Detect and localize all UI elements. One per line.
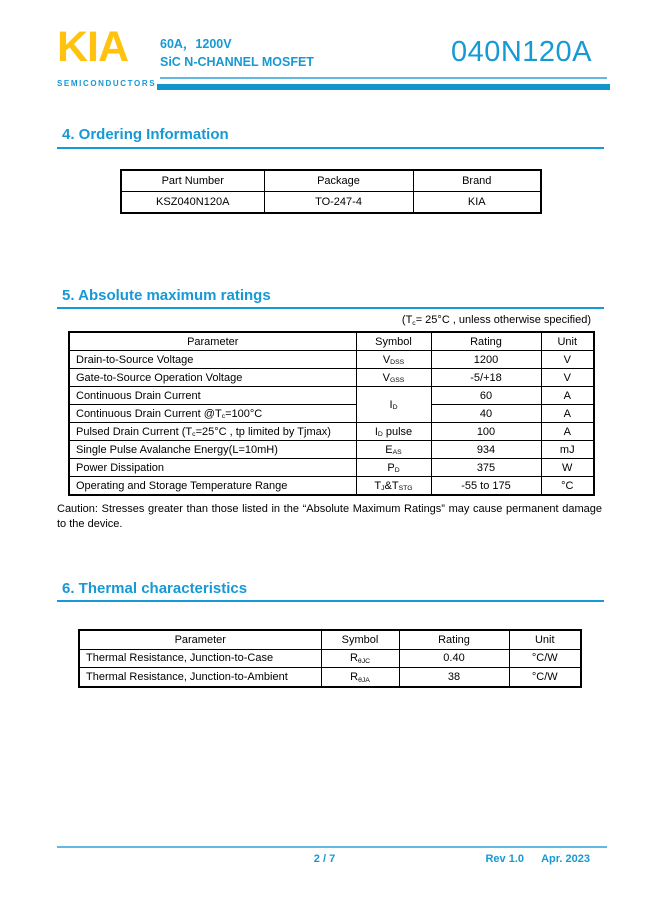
column-header: Symbol <box>321 630 399 649</box>
table-cell: ID pulse <box>356 423 431 441</box>
caution-text: Caution: Stresses greater than those listed in the “Absolute Maximum Ratings” may cause permanent damage to the device. <box>57 503 602 530</box>
section-heading-thermal: 6. Thermal characteristics <box>62 580 248 597</box>
table-cell: Single Pulse Avalanche Energy(L=10mH) <box>69 441 356 459</box>
table-cell: 40 <box>431 405 541 423</box>
table-row <box>69 369 594 387</box>
subscript: c <box>412 319 416 327</box>
revision-info <box>485 853 590 865</box>
table-cell: 0.40 <box>399 649 509 668</box>
table-row <box>69 441 594 459</box>
header-divider-thick <box>157 84 610 90</box>
table-cell: Power Dissipation <box>69 459 356 477</box>
table-row <box>69 459 594 477</box>
device-type-line: SiC N-CHANNEL MOSFET <box>160 55 314 69</box>
table-row <box>79 649 581 668</box>
column-header: Parameter <box>79 630 321 649</box>
subscript: STG <box>398 485 413 493</box>
subscript: J <box>381 485 385 493</box>
table-cell: -5/+18 <box>431 369 541 387</box>
kia-logo: KIA <box>57 23 129 71</box>
table-header-row <box>121 170 541 192</box>
footer-divider <box>57 846 607 848</box>
table-cell: Pulsed Drain Current (Tc=25°C , tp limited by Tjmax) <box>69 423 356 441</box>
table-cell: 1200 <box>431 351 541 369</box>
table-cell: ID <box>356 387 431 423</box>
table-cell: V <box>541 351 594 369</box>
table-cell: Thermal Resistance, Junction-to-Ambient <box>79 668 321 687</box>
table-row <box>69 351 594 369</box>
revision-date: Apr. 2023 <box>541 853 590 865</box>
header-divider-thin <box>160 77 607 79</box>
absolute-max-ratings-table <box>68 331 595 496</box>
table-cell: °C/W <box>509 668 581 687</box>
table-cell: V <box>541 369 594 387</box>
column-header: Brand <box>413 170 541 192</box>
table-row <box>121 192 541 214</box>
table-cell: A <box>541 405 594 423</box>
table-cell: KIA <box>413 192 541 214</box>
table-cell: W <box>541 459 594 477</box>
table-cell: PD <box>356 459 431 477</box>
condition-note: (Tc= 25°C , unless otherwise specified) <box>401 314 591 327</box>
subscript: D <box>377 431 383 439</box>
revision-label: Rev 1.0 <box>485 853 525 865</box>
table-cell: TJ&TSTG <box>356 477 431 496</box>
table-header-row <box>69 332 594 351</box>
column-header: Rating <box>399 630 509 649</box>
section-heading-ordering: 4. Ordering Information <box>62 126 229 143</box>
table-cell: Continuous Drain Current <box>69 387 356 405</box>
table-cell: mJ <box>541 441 594 459</box>
column-header: Symbol <box>356 332 431 351</box>
subscript: θJA <box>358 676 370 684</box>
subscript: θJC <box>357 658 371 666</box>
table-cell: Drain-to-Source Voltage <box>69 351 356 369</box>
column-header: Part Number <box>121 170 264 192</box>
table-cell: Thermal Resistance, Junction-to-Case <box>79 649 321 668</box>
table-row <box>69 423 594 441</box>
section-heading-absolute-max: 5. Absolute maximum ratings <box>62 287 271 304</box>
table-cell: 60 <box>431 387 541 405</box>
table-cell: RθJA <box>321 668 399 687</box>
column-header: Package <box>264 170 413 192</box>
subscript: AS <box>392 449 402 457</box>
table-cell: 100 <box>431 423 541 441</box>
section-rule-thermal <box>57 600 604 602</box>
table-cell: VDSS <box>356 351 431 369</box>
table-cell: Gate-to-Source Operation Voltage <box>69 369 356 387</box>
table-row <box>69 387 594 405</box>
table-row <box>69 477 594 496</box>
table-cell: RθJC <box>321 649 399 668</box>
table-cell: VGSS <box>356 369 431 387</box>
table-cell: 38 <box>399 668 509 687</box>
table-cell: °C/W <box>509 649 581 668</box>
logo-subtext: SEMICONDUCTORS <box>57 79 157 88</box>
thermal-characteristics-table <box>78 629 582 688</box>
subscript: D <box>394 467 400 475</box>
table-cell: TO-247-4 <box>264 192 413 214</box>
subscript: DSS <box>390 359 405 367</box>
table-cell: Continuous Drain Current @Tc=100°C <box>69 405 356 423</box>
subscript: c <box>192 431 196 439</box>
table-cell: KSZ040N120A <box>121 192 264 214</box>
table-row <box>79 668 581 687</box>
device-subtitle <box>160 35 314 71</box>
device-rating-line: 60A，1200V <box>160 37 232 51</box>
table-header-row <box>79 630 581 649</box>
table-cell: °C <box>541 477 594 496</box>
page-number: 2 / 7 <box>313 853 336 865</box>
ordering-table <box>120 169 542 214</box>
column-header: Parameter <box>69 332 356 351</box>
part-number-title: 040N120A <box>450 36 592 68</box>
subscript: D <box>392 404 398 412</box>
section-rule-ordering <box>57 147 604 149</box>
table-cell: A <box>541 423 594 441</box>
section-rule-absolute-max <box>57 307 604 309</box>
table-cell: EAS <box>356 441 431 459</box>
table-cell: A <box>541 387 594 405</box>
subscript: c <box>221 413 226 421</box>
column-header: Unit <box>541 332 594 351</box>
subscript: GSS <box>389 377 405 385</box>
table-cell: Operating and Storage Temperature Range <box>69 477 356 496</box>
table-cell: -55 to 175 <box>431 477 541 496</box>
table-row <box>69 405 594 423</box>
table-cell: 375 <box>431 459 541 477</box>
column-header: Rating <box>431 332 541 351</box>
column-header: Unit <box>509 630 581 649</box>
table-cell: 934 <box>431 441 541 459</box>
